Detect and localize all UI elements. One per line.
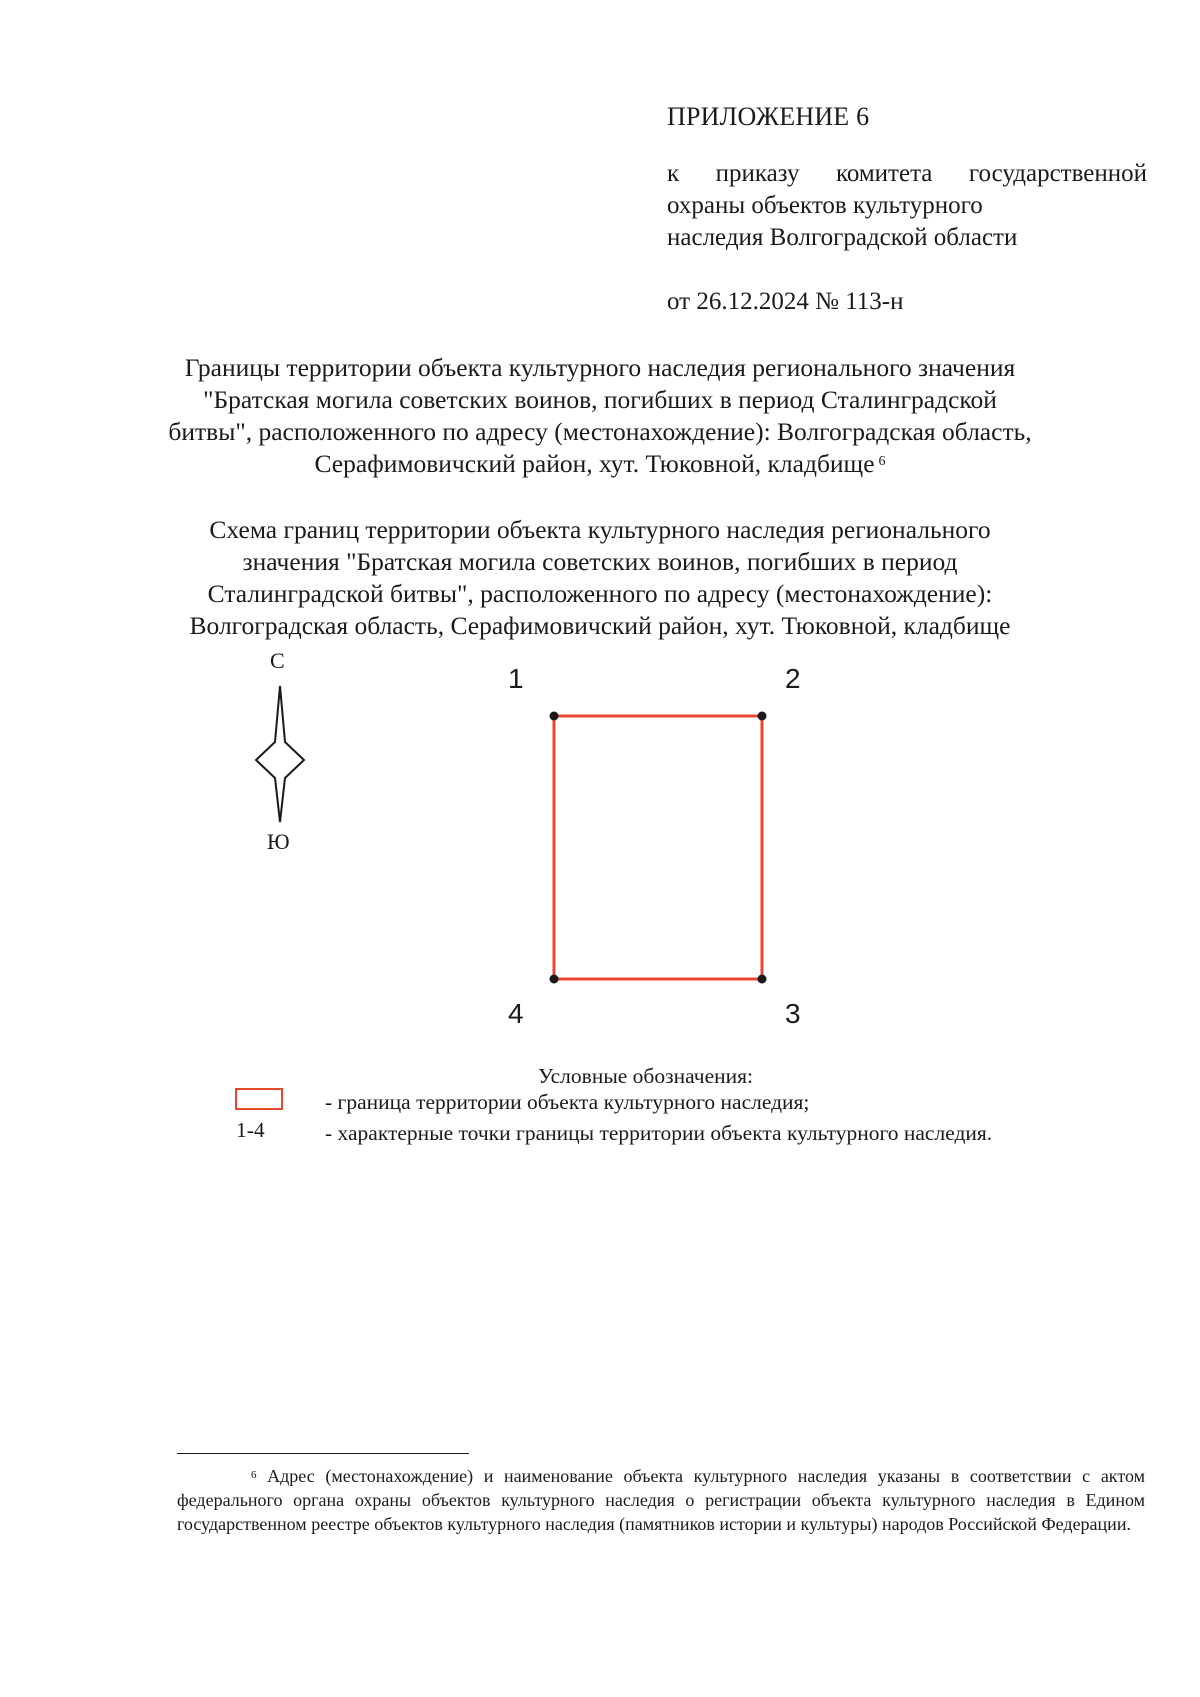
point-label-4: 4 [508,998,524,1029]
compass-north-label: С [270,648,285,673]
boundaries-heading-line: битвы", расположенного по адресу (местонахождение): Волгоградская область, [168,417,1032,446]
appendix-title: ПРИЛОЖЕНИЕ 6 [667,102,870,131]
boundary-point-4 [550,975,559,984]
boundary-point-2 [758,712,767,721]
order-reference [667,158,1147,254]
order-ref-word: к [667,160,680,187]
boundaries-heading-line: Серафимовичский район, хут. Тюковной, кладбище [314,449,875,478]
scheme-heading-line: значения "Братская могила советских воинов, погибших в период [242,547,958,576]
footnote-rule [177,1453,469,1454]
legend-title: Условные обозначения: [538,1064,754,1088]
boundaries-heading [150,352,1050,480]
legend-points-text: - характерные точки границы территории объекта культурного наследия. [325,1121,993,1145]
scheme-heading [150,514,1050,642]
legend-points-range: 1-4 [236,1118,265,1142]
order-date: от 26.12.2024 № 113-н [667,288,904,315]
footnote-text: Адрес (местонахождение) и наименование объекта культурного наследия указаны в соответствии с актом федерального органа охраны объектов культурного наследия о регистрации объекта культурного наследия в Едином государственном реестре объектов культурного наследия (памятников истории и культуры) народов Российской Федерации. [177,1466,1145,1534]
scheme-heading-line: Волгоградская область, Серафимовичский район, хут. Тюковной, кладбище [189,611,1011,640]
point-label-3: 3 [785,998,801,1029]
scheme-heading-line: Схема границ территории объекта культурного наследия регионального [209,515,991,544]
territory-boundary [554,716,762,979]
point-label-1: 1 [508,663,524,694]
point-label-2: 2 [785,663,801,694]
order-ref-line-1 [667,158,1147,190]
legend-boundary-swatch [235,1088,283,1110]
compass-south-label: Ю [267,829,290,854]
scheme-heading-line: Сталинградской битвы", расположенного по адресу (местонахождение): [207,579,993,608]
legend-boundary-text: - граница территории объекта культурного наследия; [325,1090,810,1114]
footnote-marker: 6 [878,454,886,469]
boundary-scheme [540,700,780,990]
boundary-point-1 [550,712,559,721]
footnote [177,1464,1145,1536]
compass-icon [250,684,310,824]
order-ref-word: государственной [968,160,1147,187]
order-ref-line-2: охраны объектов культурного [667,192,983,219]
boundary-point-3 [758,975,767,984]
order-ref-word: комитета [835,160,933,187]
order-ref-word: приказу [715,160,800,187]
footnote-number: 6 [251,1469,257,1481]
boundaries-heading-line: "Братская могила советских воинов, погибших в период Сталинградской [203,385,997,414]
order-ref-line-3: наследия Волгоградской области [667,224,1018,251]
boundaries-heading-line-last [150,448,1050,480]
boundaries-heading-line: Границы территории объекта культурного наследия регионального значения [184,353,1016,382]
